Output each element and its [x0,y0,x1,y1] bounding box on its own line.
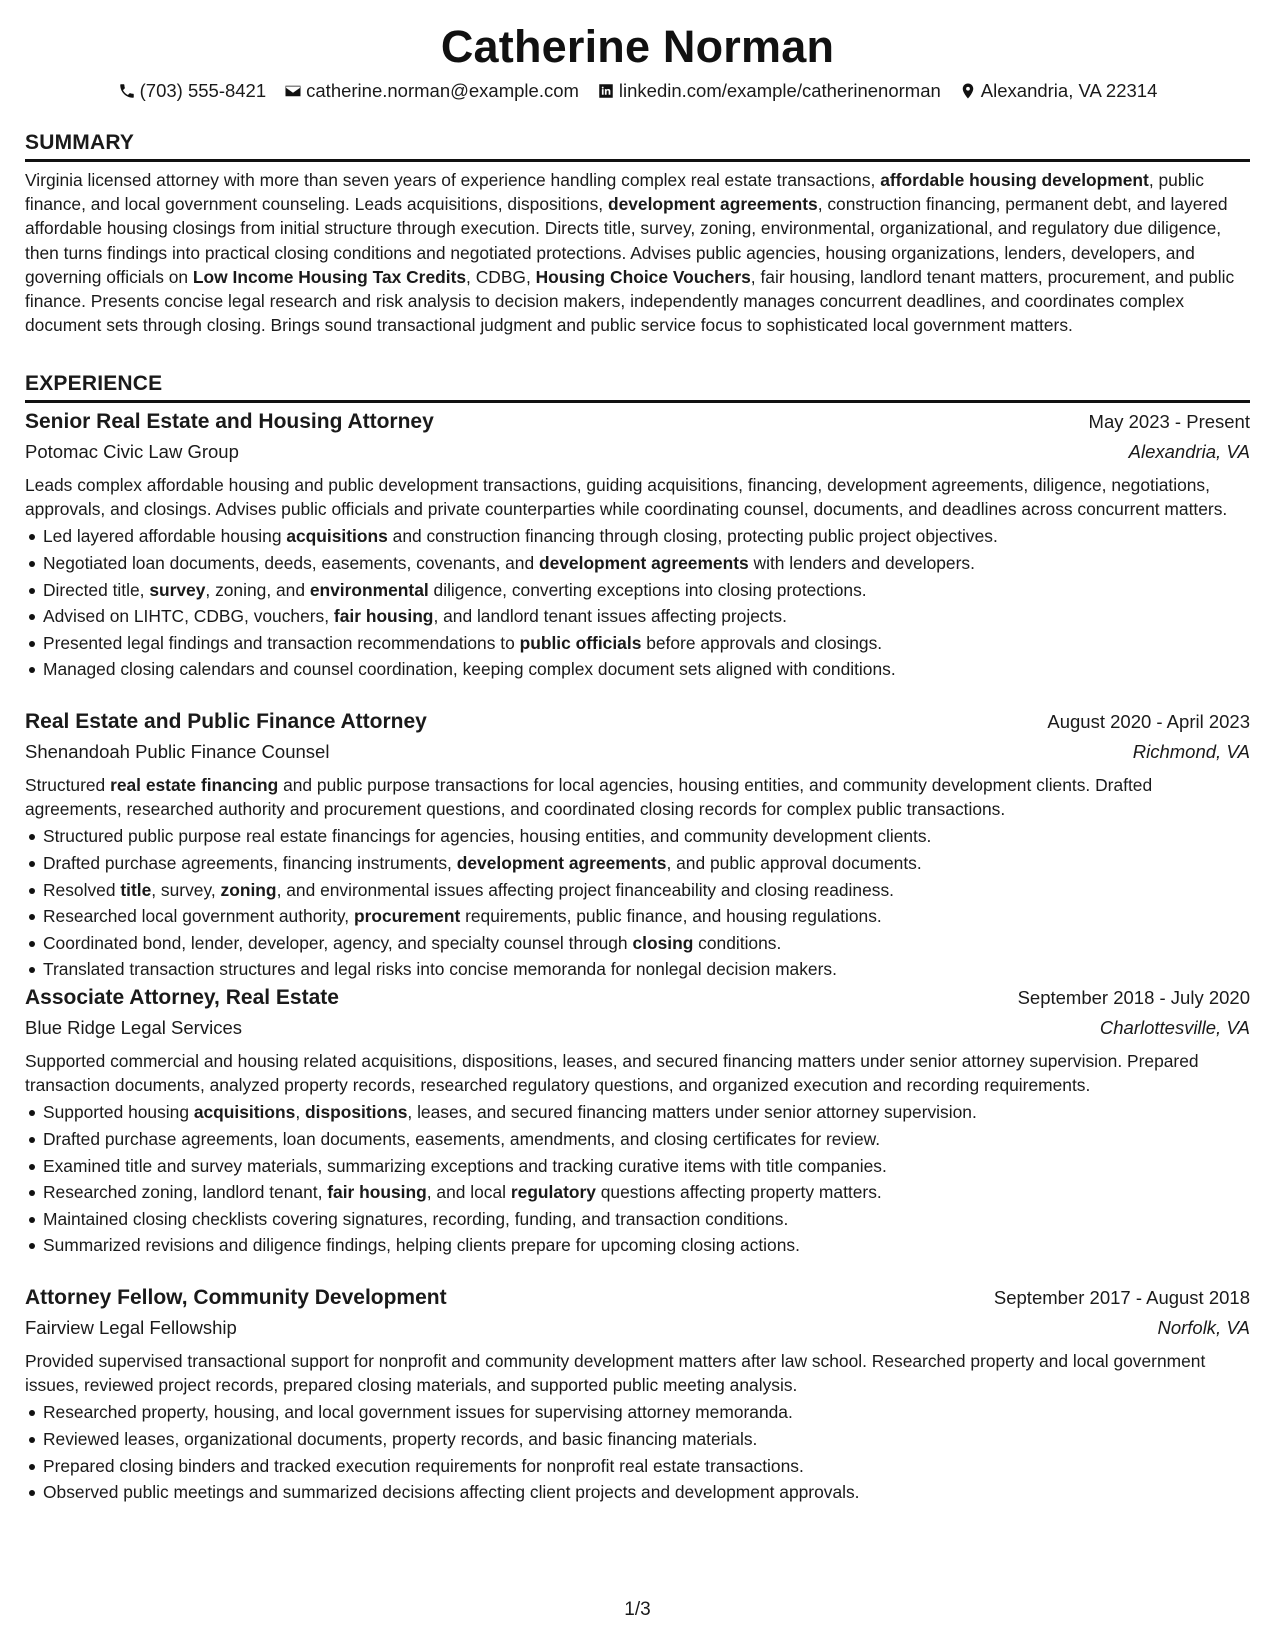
bullet-item [43,656,1250,683]
text-run: diligence, converting exceptions into closing protections. [428,579,867,600]
text-run: questions affecting property matters. [595,1182,882,1203]
bullet-item [43,577,1250,604]
bullet-item [43,550,1250,577]
text-run: Examined title and survey materials, summarizing exceptions and tracking curative items with title companies. [43,1155,887,1176]
bullet-item [43,630,1250,657]
job-title: Associate Attorney, Real Estate [25,986,339,1009]
keyword-highlight: affordable housing development [880,170,1149,190]
text-run: before approvals and closings. [641,632,883,653]
job-entry [25,1283,1250,1506]
linkedin-icon [597,82,615,100]
text-run: Leads complex affordable housing and public development transactions, guiding acquisitions, financing, development agreements, diligence, negotiations, approvals, and closings. Advises public officials and private counterparties while coordinating counsel, documents, and deadlines across concurrent matters. [25,475,1228,520]
keyword-highlight: dispositions [304,1102,408,1123]
keyword-highlight: real estate financing [110,775,279,795]
job-dates: September 2017 - August 2018 [993,1287,1250,1308]
text-run: Translated transaction structures and legal risks into concise memoranda for nonlegal decision makers. [43,959,837,980]
envelope-icon [284,82,302,100]
keyword-highlight: zoning [220,879,277,900]
text-run: Virginia licensed attorney with more than seven years of experience handling complex real estate transactions, [25,170,881,190]
keyword-highlight: public officials [519,632,642,653]
text-run: Prepared closing binders and tracked execution requirements for nonprofit real estate transactions. [43,1455,804,1476]
text-run: Drafted purchase agreements, financing instruments, [43,853,457,873]
keyword-highlight: title [120,879,152,900]
text-run: Supported commercial and housing related acquisitions, dispositions, leases, and secured financing matters under senior attorney supervision. Prepared transaction documents, analyzed property records, researched regulatory questions, and organized execution and recording requirements. [25,1051,1199,1096]
text-run: Maintained closing checklists covering signatures, recording, funding, and transaction conditions. [43,1208,789,1229]
bullet-item [43,1453,1250,1480]
job-summary [25,773,1250,821]
text-run: and public purpose transactions for local agencies, housing entities, and community development clients. Drafted agreements, researched authority and procurement questions, and coordinated closing records for complex public transactions. [25,775,1153,820]
keyword-highlight: fair housing [333,606,434,627]
job-company: Shenandoah Public Finance Counsel [25,741,330,762]
text-run: Coordinated bond, lender, developer, agency, and specialty counsel through [43,932,633,953]
bullet-item [43,850,1250,877]
keyword-highlight: acquisitions [286,526,388,547]
bullet-item [43,1479,1250,1506]
text-run: Structured public purpose real estate financings for agencies, housing entities, and community development clients. [43,826,932,847]
text-run: , and landlord tenant issues affecting projects. [433,606,787,627]
keyword-highlight: fair housing [327,1182,427,1203]
job-bullets [25,1399,1250,1505]
text-run: , zoning, and [205,579,310,600]
contact-linkedin[interactable] [597,79,941,103]
text-run: Resolved [43,879,121,900]
text-run: , construction financing, permanent debt, and layered affordable housing closings from initial structure through execution. Directs title, survey, zoning, environmental, organizational, and regulatory due diligence, then turns findings into practical closing conditions and negotiated protections. Advises public agencies, housing organizations, lenders, developers, and governing officials on [25,194,1228,287]
text-run: Reviewed leases, organizational documents, property records, and basic financing materials. [43,1429,758,1449]
text-run: Researched zoning, landlord tenant, [43,1182,328,1203]
text-run: Advised on LIHTC, CDBG, vouchers, [43,606,334,627]
linkedin-text: linkedin.com/example/catherinenorman [618,80,941,101]
keyword-highlight: regulatory [510,1182,596,1203]
job-bullets [25,523,1250,683]
phone-icon [118,82,136,100]
contact-email[interactable] [284,79,579,103]
job-title: Real Estate and Public Finance Attorney [25,710,427,733]
text-run: conditions. [693,932,782,953]
keyword-highlight: acquisitions [193,1102,296,1123]
text-run: , leases, and secured financing matters under senior attorney supervision. [407,1102,977,1123]
text-run: Presented legal findings and transaction recommendations to [43,632,520,653]
experience-section [25,371,1250,403]
bullet-item [43,1426,1250,1453]
keyword-highlight: development agreements [607,194,818,215]
text-run: , [295,1102,305,1123]
keyword-highlight: development agreements [456,853,667,873]
bullet-item [43,1179,1250,1206]
job-summary [25,473,1250,521]
page-number: 1/3 [624,1599,651,1620]
bullet-item [43,1126,1250,1153]
bullet-item [43,956,1250,983]
bullet-item [43,823,1250,850]
text-run: Led layered affordable housing [43,526,287,547]
bullet-item [43,1399,1250,1426]
job-dates: September 2018 - July 2020 [1017,987,1250,1008]
job-location: Norfolk, VA [1157,1317,1250,1338]
keyword-highlight: environmental [309,579,429,600]
keyword-highlight: Low Income Housing Tax Credits [192,266,467,287]
text-run: Provided supervised transactional support for nonprofit and community development matters after law school. Researched property and local government issues, reviewed project records, prepared closing materials, and supported public meeting analysis. [25,1351,1206,1396]
job-entry [25,707,1250,983]
job-location: Richmond, VA [1132,741,1250,762]
job-summary [25,1349,1250,1397]
keyword-highlight: survey [149,579,206,600]
text-run: with lenders and developers. [748,553,975,573]
job-location: Alexandria, VA [1128,441,1250,462]
text-run: Structured [25,775,111,795]
text-run: requirements, public finance, and housing regulations. [460,906,882,927]
bullet-item [43,903,1250,930]
bullet-item [43,1099,1250,1126]
bullet-item [43,1153,1250,1180]
text-run: , public finance, and local government counseling. Leads acquisitions, dispositions, [25,170,1204,215]
job-bullets [25,823,1250,983]
text-run: Summarized revisions and diligence findings, helping clients prepare for upcoming closing actions. [43,1235,800,1256]
summary-text [25,168,1250,337]
job-summary [25,1049,1250,1097]
keyword-highlight: Housing Choice Vouchers [535,266,751,287]
experience-heading: EXPERIENCE [25,371,1250,403]
keyword-highlight: procurement [353,906,461,927]
text-run: , fair housing, landlord tenant matters, procurement, and public finance. Presents concise legal research and risk analysis to decision makers, independently manages concurrent deadlines, and coordinates complex document sets through closing. Brings sound transactional judgment and public service focus to sophisticated local government matters. [25,266,1235,336]
bullet-item [43,877,1250,904]
bullet-item [43,523,1250,550]
candidate-name: Catherine Norman [440,21,835,72]
map-pin-icon [959,82,977,100]
contact-location [959,79,1158,103]
summary-heading: SUMMARY [25,130,1250,162]
job-dates: May 2023 - Present [1088,411,1250,432]
contact-phone[interactable] [118,79,267,103]
text-run: Negotiated loan documents, deeds, easements, covenants, and [43,553,539,573]
text-run: and construction financing through closing, protecting public project objectives. [387,526,998,547]
job-entry [25,983,1250,1259]
job-company: Blue Ridge Legal Services [25,1017,242,1038]
text-run: , and local [426,1182,511,1203]
text-run: Drafted purchase agreements, loan documents, easements, amendments, and closing certificates for review. [43,1129,881,1149]
location-text: Alexandria, VA 22314 [980,80,1158,101]
bullet-item [43,1206,1250,1233]
bullet-item [43,1232,1250,1259]
job-company: Fairview Legal Fellowship [25,1317,237,1338]
text-run: Researched property, housing, and local government issues for supervising attorney memoranda. [43,1402,793,1423]
keyword-highlight: development agreements [538,553,749,573]
job-company: Potomac Civic Law Group [25,441,239,462]
keyword-highlight: closing [632,932,694,953]
email-text: catherine.norman@example.com [306,80,579,101]
text-run: , and environmental issues affecting project financeability and closing readiness. [276,879,894,900]
job-dates: August 2020 - April 2023 [1047,711,1250,732]
text-run: , and public approval documents. [666,853,922,873]
job-entry [25,407,1250,683]
contact-bar [25,79,1250,103]
text-run: , CDBG, [466,266,536,287]
job-title: Attorney Fellow, Community Development [25,1286,447,1309]
text-run: , survey, [151,879,221,900]
text-run: Supported housing [43,1102,194,1123]
bullet-item [43,930,1250,957]
bullet-item [43,603,1250,630]
summary-section [25,130,1250,337]
job-title: Senior Real Estate and Housing Attorney [25,410,434,433]
job-bullets [25,1099,1250,1259]
text-run: Managed closing calendars and counsel coordination, keeping complex document sets aligned with conditions. [43,659,896,680]
text-run: Observed public meetings and summarized decisions affecting client projects and development approvals. [43,1482,860,1503]
text-run: Directed title, [43,579,150,600]
job-location: Charlottesville, VA [1099,1017,1250,1038]
phone-text: (703) 555-8421 [139,80,267,101]
text-run: Researched local government authority, [43,906,354,927]
